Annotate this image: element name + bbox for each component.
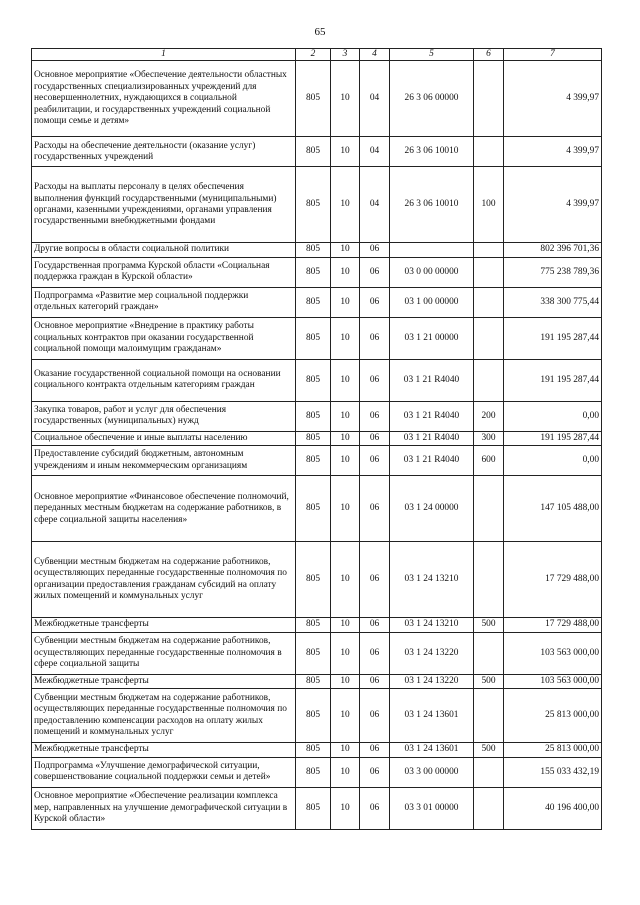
subsection-code-cell: 06	[360, 446, 390, 476]
amount-cell: 4 399,97	[504, 167, 602, 243]
row-name-cell: Социальное обеспечение и иные выплаты населению	[32, 431, 296, 445]
expense-type-cell	[474, 542, 504, 618]
section-code-cell: 10	[331, 674, 360, 688]
amount-cell: 191 195 287,44	[504, 359, 602, 401]
grbs-code-cell: 805	[296, 243, 331, 257]
subsection-code-cell: 06	[360, 618, 390, 632]
section-code-cell: 10	[331, 431, 360, 445]
section-code-cell: 10	[331, 287, 360, 317]
section-code-cell: 10	[331, 689, 360, 743]
grbs-code-cell: 805	[296, 167, 331, 243]
target-article-cell: 26 3 06 10010	[390, 167, 474, 243]
column-header: 4	[360, 49, 390, 61]
row-name-cell: Основное мероприятие «Внедрение в практику работы социальных контрактов при оказании государственной социальной помощи малоимущим гражданам»	[32, 317, 296, 359]
section-code-cell: 10	[331, 476, 360, 542]
grbs-code-cell: 805	[296, 257, 331, 287]
expense-type-cell: 500	[474, 618, 504, 632]
expense-type-cell	[474, 689, 504, 743]
row-name-cell: Подпрограмма «Улучшение демографической ситуации, совершенствование социальной поддержки семьи и детей»	[32, 757, 296, 787]
section-code-cell: 10	[331, 542, 360, 618]
target-article-cell: 03 1 21 00000	[390, 317, 474, 359]
grbs-code-cell: 805	[296, 476, 331, 542]
table-row	[32, 359, 602, 401]
table-row	[32, 137, 602, 167]
expense-type-cell: 600	[474, 446, 504, 476]
expense-type-cell	[474, 632, 504, 674]
row-name-cell: Закупка товаров, работ и услуг для обеспечения государственных (муниципальных) нужд	[32, 401, 296, 431]
column-header: 6	[474, 49, 504, 61]
expense-type-cell	[474, 787, 504, 829]
target-article-cell: 03 1 21 R4040	[390, 401, 474, 431]
target-article-cell: 03 1 24 13220	[390, 674, 474, 688]
amount-cell: 25 813 000,00	[504, 743, 602, 757]
row-name-cell: Основное мероприятие «Обеспечение реализации комплекса мер, направленных на улучшение демографической ситуации в Курской области»	[32, 787, 296, 829]
table-row	[32, 287, 602, 317]
table-row	[32, 542, 602, 618]
grbs-code-cell: 805	[296, 787, 331, 829]
table-row	[32, 674, 602, 688]
section-code-cell: 10	[331, 787, 360, 829]
row-name-cell: Оказание государственной социальной помощи на основании социального контракта отдельным категориям граждан	[32, 359, 296, 401]
amount-cell: 147 105 488,00	[504, 476, 602, 542]
column-header: 5	[390, 49, 474, 61]
section-code-cell: 10	[331, 137, 360, 167]
amount-cell: 103 563 000,00	[504, 674, 602, 688]
target-article-cell: 03 3 00 00000	[390, 757, 474, 787]
grbs-code-cell: 805	[296, 757, 331, 787]
target-article-cell: 26 3 06 00000	[390, 61, 474, 137]
table-body	[32, 61, 602, 829]
subsection-code-cell: 06	[360, 757, 390, 787]
section-code-cell: 10	[331, 757, 360, 787]
subsection-code-cell: 04	[360, 167, 390, 243]
amount-cell: 4 399,97	[504, 61, 602, 137]
table-row	[32, 689, 602, 743]
amount-cell: 4 399,97	[504, 137, 602, 167]
section-code-cell: 10	[331, 618, 360, 632]
row-name-cell: Основное мероприятие «Финансовое обеспечение полномочий, переданных местным бюджетам на содержание работников, в сфере социальной защиты населения»	[32, 476, 296, 542]
expense-type-cell: 300	[474, 431, 504, 445]
grbs-code-cell: 805	[296, 743, 331, 757]
amount-cell: 338 300 775,44	[504, 287, 602, 317]
expense-type-cell	[474, 61, 504, 137]
amount-cell: 191 195 287,44	[504, 431, 602, 445]
subsection-code-cell: 06	[360, 287, 390, 317]
section-code-cell: 10	[331, 446, 360, 476]
grbs-code-cell: 805	[296, 359, 331, 401]
section-code-cell: 10	[331, 61, 360, 137]
amount-cell: 0,00	[504, 446, 602, 476]
header-row	[32, 49, 602, 61]
target-article-cell	[390, 243, 474, 257]
table-row	[32, 743, 602, 757]
grbs-code-cell: 805	[296, 689, 331, 743]
table-header	[32, 49, 602, 61]
section-code-cell: 10	[331, 257, 360, 287]
column-header: 2	[296, 49, 331, 61]
target-article-cell: 03 1 24 13210	[390, 542, 474, 618]
subsection-code-cell: 06	[360, 689, 390, 743]
row-name-cell: Предоставление субсидий бюджетным, автономным учреждениям и иным некоммерческим организациям	[32, 446, 296, 476]
row-name-cell: Субвенции местным бюджетам на содержание работников, осуществляющих переданные государственные полномочия по предоставлению компенсации расходов на оплату жилых помещений и коммунальных услуг	[32, 689, 296, 743]
page-number: 65	[314, 26, 326, 38]
amount-cell: 191 195 287,44	[504, 317, 602, 359]
subsection-code-cell: 04	[360, 61, 390, 137]
grbs-code-cell: 805	[296, 287, 331, 317]
subsection-code-cell: 06	[360, 542, 390, 618]
grbs-code-cell: 805	[296, 431, 331, 445]
amount-cell: 155 033 432,19	[504, 757, 602, 787]
section-code-cell: 10	[331, 317, 360, 359]
subsection-code-cell: 06	[360, 431, 390, 445]
row-name-cell: Другие вопросы в области социальной политики	[32, 243, 296, 257]
target-article-cell: 03 1 00 00000	[390, 287, 474, 317]
amount-cell: 17 729 488,00	[504, 618, 602, 632]
section-code-cell: 10	[331, 632, 360, 674]
grbs-code-cell: 805	[296, 137, 331, 167]
grbs-code-cell: 805	[296, 632, 331, 674]
row-name-cell: Межбюджетные трансферты	[32, 674, 296, 688]
table-row	[32, 431, 602, 445]
target-article-cell: 26 3 06 10010	[390, 137, 474, 167]
target-article-cell: 03 1 24 13210	[390, 618, 474, 632]
amount-cell: 40 196 400,00	[504, 787, 602, 829]
expense-type-cell	[474, 287, 504, 317]
table-row	[32, 243, 602, 257]
subsection-code-cell: 06	[360, 359, 390, 401]
table-row	[32, 757, 602, 787]
column-header: 1	[32, 49, 296, 61]
table-row	[32, 618, 602, 632]
target-article-cell: 03 1 24 13601	[390, 689, 474, 743]
expense-type-cell	[474, 359, 504, 401]
row-name-cell: Межбюджетные трансферты	[32, 618, 296, 632]
expense-type-cell	[474, 317, 504, 359]
subsection-code-cell: 06	[360, 787, 390, 829]
row-name-cell: Межбюджетные трансферты	[32, 743, 296, 757]
amount-cell: 775 238 789,36	[504, 257, 602, 287]
column-header: 7	[504, 49, 602, 61]
expense-type-cell: 100	[474, 167, 504, 243]
table-row	[32, 787, 602, 829]
target-article-cell: 03 3 01 00000	[390, 787, 474, 829]
target-article-cell: 03 1 21 R4040	[390, 446, 474, 476]
grbs-code-cell: 805	[296, 61, 331, 137]
subsection-code-cell: 04	[360, 137, 390, 167]
grbs-code-cell: 805	[296, 446, 331, 476]
table-row	[32, 257, 602, 287]
section-code-cell: 10	[331, 167, 360, 243]
subsection-code-cell: 06	[360, 401, 390, 431]
row-name-cell: Основное мероприятие «Обеспечение деятельности областных государственных специализированных учреждений для несовершеннолетних, нуждающихся в социальной реабилитации, и государственных учреждений социальной помощи семье и детям»	[32, 61, 296, 137]
grbs-code-cell: 805	[296, 618, 331, 632]
subsection-code-cell: 06	[360, 743, 390, 757]
grbs-code-cell: 805	[296, 401, 331, 431]
expense-type-cell: 500	[474, 674, 504, 688]
table-row	[32, 61, 602, 137]
row-name-cell: Расходы на выплаты персоналу в целях обеспечения выполнения функций государственными (муниципальными) органами, казенными учреждениями, органами управления государственными внебюджетными фондами	[32, 167, 296, 243]
table-row	[32, 476, 602, 542]
target-article-cell: 03 1 21 R4040	[390, 431, 474, 445]
row-name-cell: Субвенции местным бюджетам на содержание работников, осуществляющих переданные государственные полномочия по организации предоставления гражданам субсидий на оплату жилых помещений и коммунальных услуг	[32, 542, 296, 618]
expense-type-cell	[474, 137, 504, 167]
grbs-code-cell: 805	[296, 542, 331, 618]
section-code-cell: 10	[331, 401, 360, 431]
table-row	[32, 167, 602, 243]
budget-table	[31, 48, 602, 830]
target-article-cell: 03 1 24 13220	[390, 632, 474, 674]
table-row	[32, 632, 602, 674]
expense-type-cell: 200	[474, 401, 504, 431]
amount-cell: 17 729 488,00	[504, 542, 602, 618]
subsection-code-cell: 06	[360, 674, 390, 688]
subsection-code-cell: 06	[360, 243, 390, 257]
expense-type-cell	[474, 243, 504, 257]
row-name-cell: Подпрограмма «Развитие мер социальной поддержки отдельных категорий граждан»	[32, 287, 296, 317]
expense-type-cell	[474, 757, 504, 787]
amount-cell: 0,00	[504, 401, 602, 431]
row-name-cell: Расходы на обеспечение деятельности (оказание услуг) государственных учреждений	[32, 137, 296, 167]
section-code-cell: 10	[331, 243, 360, 257]
subsection-code-cell: 06	[360, 317, 390, 359]
row-name-cell: Государственная программа Курской области «Социальная поддержка граждан в Курской области»	[32, 257, 296, 287]
section-code-cell: 10	[331, 743, 360, 757]
grbs-code-cell: 805	[296, 674, 331, 688]
amount-cell: 802 396 701,36	[504, 243, 602, 257]
amount-cell: 25 813 000,00	[504, 689, 602, 743]
target-article-cell: 03 1 24 13601	[390, 743, 474, 757]
expense-type-cell	[474, 476, 504, 542]
subsection-code-cell: 06	[360, 632, 390, 674]
expense-type-cell	[474, 257, 504, 287]
target-article-cell: 03 0 00 00000	[390, 257, 474, 287]
amount-cell: 103 563 000,00	[504, 632, 602, 674]
target-article-cell: 03 1 24 00000	[390, 476, 474, 542]
target-article-cell: 03 1 21 R4040	[390, 359, 474, 401]
table-row	[32, 446, 602, 476]
row-name-cell: Субвенции местным бюджетам на содержание работников, осуществляющих переданные государственные полномочия в сфере социальной защиты	[32, 632, 296, 674]
column-header: 3	[331, 49, 360, 61]
subsection-code-cell: 06	[360, 257, 390, 287]
expense-type-cell: 500	[474, 743, 504, 757]
section-code-cell: 10	[331, 359, 360, 401]
grbs-code-cell: 805	[296, 317, 331, 359]
subsection-code-cell: 06	[360, 476, 390, 542]
table-row	[32, 317, 602, 359]
table-row	[32, 401, 602, 431]
